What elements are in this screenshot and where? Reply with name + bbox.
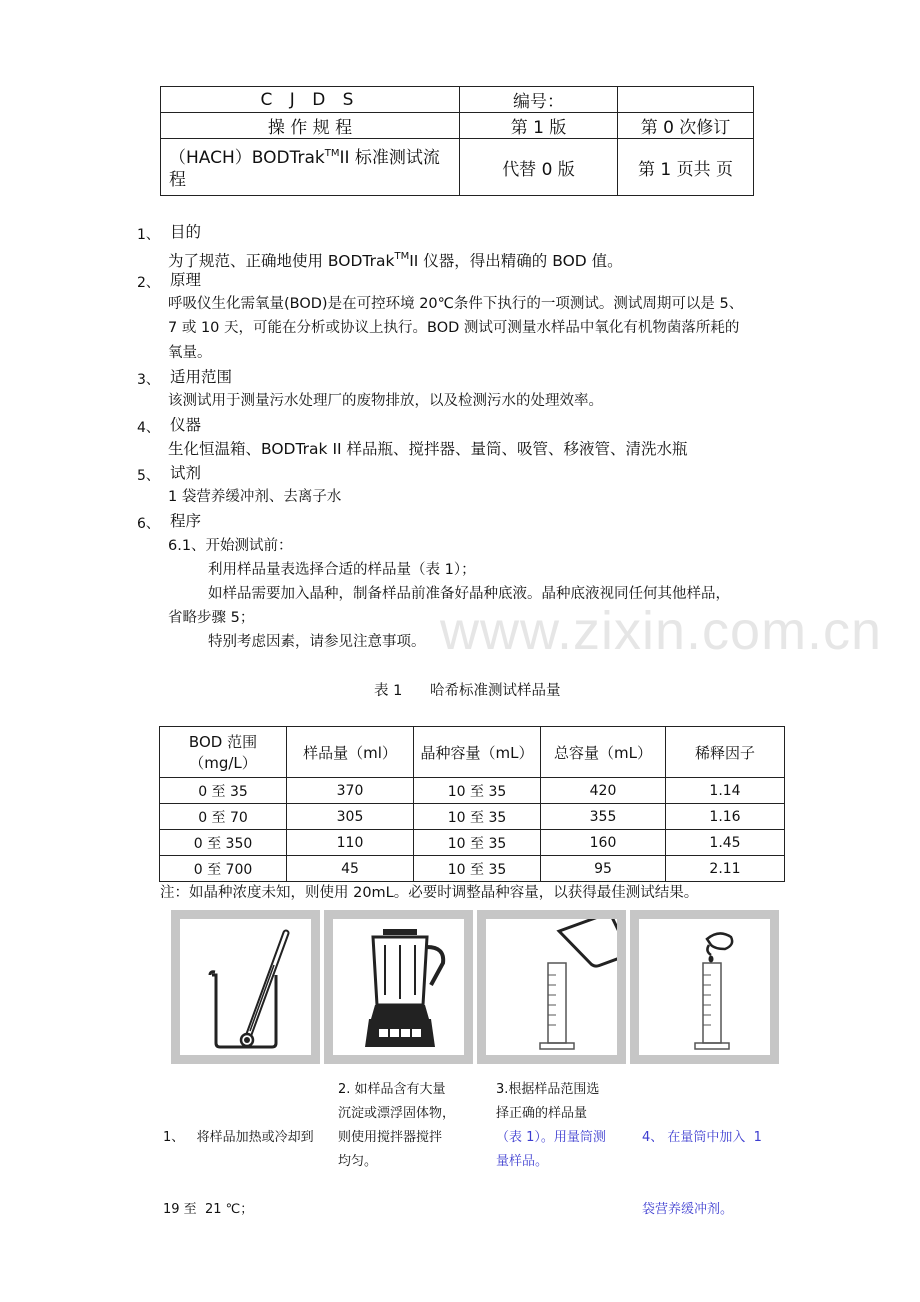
edition: 第 1 版 xyxy=(460,113,618,139)
step-1-caption: 1、 将样品加热或冷却到 19 至 21 ℃； xyxy=(163,1130,314,1217)
step-4-image xyxy=(630,910,779,1064)
section-5-body: 1 袋营养缓冲剂、去离子水 xyxy=(168,489,342,505)
table-row xyxy=(160,804,785,830)
step-2-image xyxy=(324,910,473,1064)
section-2-line-2: 7 或 10 天，可能在分析或协议上执行。BOD 测试可测量水样品中氧化有机物菌落所耗的 xyxy=(168,320,740,336)
column-header: 稀释因子 xyxy=(666,727,785,778)
section-1-number: 1、 xyxy=(137,227,160,243)
section-1-body: 为了规范、正确地使用 BODTrak™II 仪器，得出精确的 BOD 值。 xyxy=(168,251,623,270)
table-cell: 420 xyxy=(541,778,666,804)
table-cell: 1.14 xyxy=(666,778,785,804)
blender-icon xyxy=(333,919,464,1055)
table-cell: 10 至 35 xyxy=(414,830,541,856)
step-2-caption: 2. 如样品含有大量 沉淀或漂浮固体物， 则使用搅拌器搅拌 均匀。 xyxy=(338,1082,456,1169)
table-caption: 表 1 哈希标准测试样品量 xyxy=(374,683,561,699)
table-cell: 355 xyxy=(541,804,666,830)
section-6-title: 程序 xyxy=(170,512,202,530)
beaker-thermometer-icon xyxy=(180,919,311,1055)
table-cell: 45 xyxy=(287,856,414,882)
section-3-number: 3、 xyxy=(137,372,160,388)
step-4-caption: 4、 在量筒中加入 1 袋营养缓冲剂。 xyxy=(642,1130,762,1217)
table-cell: 160 xyxy=(541,830,666,856)
table-cell: 305 xyxy=(287,804,414,830)
page-count: 第 1 页共 页 xyxy=(618,139,754,196)
column-header: 总容量（mL） xyxy=(541,727,666,778)
column-header: BOD 范围（mg/L） xyxy=(160,727,287,778)
section-5-title: 试剂 xyxy=(170,464,202,482)
section-1-title: 目的 xyxy=(170,223,202,241)
section-3-body: 该测试用于测量污水处理厂的废物排放，以及检测污水的处理效率。 xyxy=(168,393,603,409)
section-4-number: 4、 xyxy=(137,420,160,436)
section-2-line-3: 氧量。 xyxy=(168,345,212,361)
table-row xyxy=(160,778,785,804)
table-cell: 1.45 xyxy=(666,830,785,856)
column-header: 晶种容量（mL） xyxy=(414,727,541,778)
section-4-title: 仪器 xyxy=(170,416,202,434)
header-table xyxy=(160,86,754,196)
section-6-subheading: 6.1、开始测试前： xyxy=(168,538,293,554)
step-3-image xyxy=(477,910,626,1064)
doc-number-value xyxy=(618,87,754,113)
sample-volume-table xyxy=(159,726,785,882)
pour-cylinder-icon xyxy=(486,919,617,1055)
column-header: 样品量（ml） xyxy=(287,727,414,778)
org-name: C J D S xyxy=(161,87,460,113)
section-2-line-1: 呼吸仪生化需氧量(BOD)是在可控环境 20℃条件下执行的一项测试。测试周期可以是 5、 xyxy=(168,296,744,312)
section-4-body: 生化恒温箱、BODTrak II 样品瓶、搅拌器、量筒、吸管、移液管、清洗水瓶 xyxy=(168,440,688,458)
table-note: 注：如晶种浓度未知，则使用 20mL。必要时调整晶种容量，以获得最佳测试结果。 xyxy=(160,885,699,901)
section-6-line-2: 如样品需要加入晶种，制备样品前准备好晶种底液。晶种底液视同任何其他样品， xyxy=(208,586,730,602)
step-1-image xyxy=(171,910,320,1064)
doc-number-label: 编号： xyxy=(460,87,618,113)
section-3-title: 适用范围 xyxy=(170,368,233,386)
table-row xyxy=(160,856,785,882)
table-cell: 0 至 35 xyxy=(160,778,287,804)
section-2-number: 2、 xyxy=(137,275,160,291)
table-cell: 0 至 70 xyxy=(160,804,287,830)
table-row xyxy=(160,830,785,856)
replace-edition: 代替 0 版 xyxy=(460,139,618,196)
table-cell: 2.11 xyxy=(666,856,785,882)
table-header-row xyxy=(160,727,785,778)
table-cell: 10 至 35 xyxy=(414,804,541,830)
section-5-number: 5、 xyxy=(137,468,160,484)
table-cell: 370 xyxy=(287,778,414,804)
table-cell: 0 至 700 xyxy=(160,856,287,882)
section-2-title: 原理 xyxy=(170,271,202,289)
table-cell: 10 至 35 xyxy=(414,856,541,882)
doc-title: （HACH）BODTrak™II 标准测试流 程 xyxy=(161,139,460,196)
section-6-number: 6、 xyxy=(137,516,160,532)
section-6-line-4: 特别考虑因素，请参见注意事项。 xyxy=(208,634,426,650)
pillow-cylinder-icon xyxy=(639,919,770,1055)
doc-type: 操 作 规 程 xyxy=(161,113,460,139)
table-cell: 1.16 xyxy=(666,804,785,830)
table-cell: 10 至 35 xyxy=(414,778,541,804)
table-cell: 110 xyxy=(287,830,414,856)
section-6-line-1: 利用样品量表选择合适的样品量（表 1）； xyxy=(208,562,476,578)
revision: 第 0 次修订 xyxy=(618,113,754,139)
table-cell: 95 xyxy=(541,856,666,882)
watermark: www.zixin.com.cn xyxy=(440,601,883,661)
table-cell: 0 至 350 xyxy=(160,830,287,856)
section-6-line-3: 省略步骤 5； xyxy=(168,610,255,626)
step-3-caption: 3.根据样品范围选 择正确的样品量 （表 1）。用量筒测 量样品。 xyxy=(496,1082,606,1169)
